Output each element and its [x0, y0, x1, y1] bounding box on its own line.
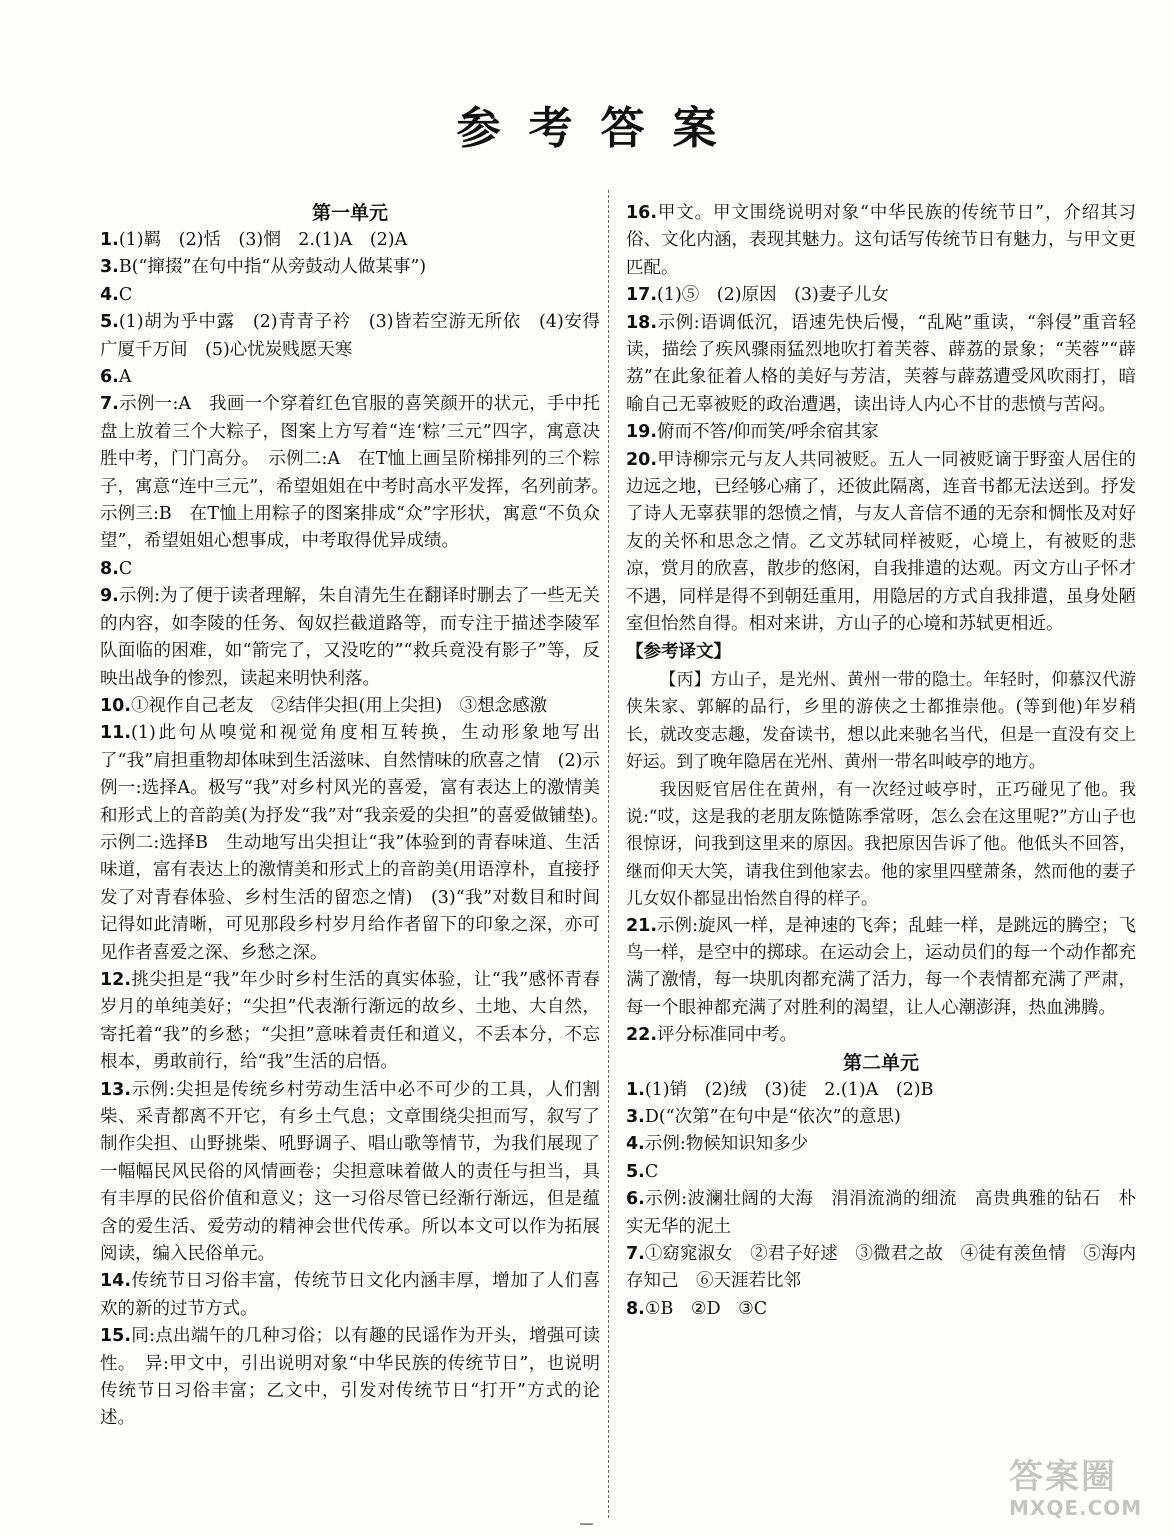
right-answer-list — [626, 200, 1136, 639]
answer-text: ①B ②D ③C — [644, 1298, 768, 1319]
answer-text: (1)⑤ (2)原因 (3)妻子儿女 — [657, 285, 889, 306]
answer-number: 7. — [626, 1244, 645, 1265]
answer-text: A — [118, 367, 132, 388]
answer-item — [626, 913, 1136, 1023]
left-answer-list — [100, 227, 618, 1433]
answer-text: 示例:旋风一样，是神速的飞奔；乱蛙一样，是跳远的腾空；飞鸟一样，是空中的掷球。在运动会上，运动员们的每一个动作都充满了激情，每一块肌肉都充满了活力，每一个表情都充满了严肃，每一个眼神都充满了对胜利的渴望，让人心潮澎湃，热血沸腾。 — [626, 915, 1136, 1018]
answer-item — [626, 1131, 1136, 1158]
answer-number: 19. — [626, 422, 658, 443]
answer-number: 21. — [626, 915, 658, 936]
answer-text: ①窈窕淑女 ②君子好逑 ③微君之故 ④徒有羡鱼情 ⑤海内存知己 ⑥天涯若比邻 — [626, 1244, 1136, 1292]
answer-text: (1)胡为乎中露 (2)青青子衿 (3)皆若空游无所依 (4)安得广厦千万间 (5)心忧炭贱愿天寒 — [100, 312, 600, 360]
column-divider — [608, 190, 609, 1518]
answer-text: 示例一:A 我画一个穿着红色官服的喜笑颜开的状元，手中托盘上放着三个大粽子，图案上方写着“连‘粽’三元”四字，寓意决胜中考，门门高分。 示例二:A 在T恤上画呈阶梯排列的三个粽子，寓意“连中三元”，希望姐姐在中考时高水平发挥，名列前茅。 示例三:B 在T恤上用粽子的图案排成“众”字形状，寓意“不负众望”，希望姐姐心想事成，中考取得优异成绩。 — [100, 394, 618, 552]
answer-number: 5. — [626, 1161, 645, 1182]
answer-item — [626, 282, 1136, 309]
right-answer-list-continued — [626, 913, 1136, 1050]
watermark-text: 答案圈 — [1009, 1457, 1117, 1497]
answer-text: 俯而不答/仰而笑/呼余宿其家 — [657, 422, 879, 443]
answer-item — [626, 1296, 1136, 1323]
left-column — [100, 200, 618, 1433]
answer-item — [100, 364, 600, 391]
answer-text: 甲文。甲文围绕说明对象“中华民族的传统节日”，介绍其习俗、文化内涵，表现其魅力。这句话写传统节日有魅力，与甲文更匹配。 — [626, 203, 1136, 278]
answer-number: 20. — [626, 449, 658, 470]
answer-item — [626, 1186, 1136, 1241]
answer-number: 6. — [626, 1189, 645, 1210]
answer-text: 示例:波澜壮阔的大海 涓涓流淌的细流 高贵典雅的钻石 朴实无华的泥土 — [626, 1189, 1136, 1237]
answer-text: 示例:语调低沉，语速先快后慢，“乱飐”重读，“斜侵”重音轻读，描绘了疾风骤雨猛烈地吹打着芙蓉、薜荔的景象；“芙蓉”“薜荔”在此象征着人格的美好与芳洁，芙蓉与薜荔遭受风吹雨打，暗喻自己无辜被贬的政治遭遇，读出诗人内心不甘的悲愤与苦闷。 — [626, 312, 1136, 415]
answer-item — [100, 254, 600, 281]
answer-number: 3. — [626, 1107, 645, 1127]
reference-translation-label: 【参考译文】 — [626, 641, 731, 662]
answer-item — [100, 693, 600, 720]
translation-paragraph-1: 【丙】方山子，是光州、黄州一带的隐士。年轻时，仰慕汉代游侠朱家、郭解的品行，乡里的游侠之士都推崇他。(等到他)年岁稍长，就改变志趣，发奋读书，想以此来驰名当代，但是一直没有交上好运。到了晚年隐居在光州、黄州一带名叫岐亭的地方。 — [626, 668, 1136, 772]
answer-item — [100, 309, 600, 364]
answer-item — [100, 391, 618, 555]
answer-number: 18. — [626, 312, 658, 333]
answer-item — [626, 1022, 1136, 1049]
page-number: — — [579, 1516, 594, 1532]
answer-number: 15. — [100, 1326, 132, 1347]
answer-text: B(“撺掇”在句中指“从旁鼓动人做某事”) — [118, 257, 427, 278]
answer-text: (1)羁 (2)恬 (3)惘 2.(1)A (2)A — [118, 230, 408, 250]
answer-item — [100, 720, 618, 967]
answer-number: 4. — [626, 1134, 645, 1155]
answer-text: C — [644, 1161, 659, 1182]
answer-item — [100, 583, 600, 693]
answer-number: 9. — [100, 586, 119, 607]
answer-item — [626, 447, 1136, 639]
answer-text: C — [118, 284, 133, 305]
answer-text: (1)此句从嗅觉和视觉角度相互转换，生动形象地写出了“我”肩担重物却体味到生活滋味、自然情味的欣喜之情 (2)示例一:选择A。极写“我”对乡村风光的喜爱，富有表达上的激情美和形式上的音韵美(为抒发“我”对“我亲爱的尖担”的喜爱做铺垫)。 示例二:选择B 生动地写出尖担让“我”体验到的青春味道、生活味道，富有表达上的激情美和形式上的音韵美(用语淳朴，直接抒发了对青春体验、乡村生活的留恋之情) (3)“我”对数目和时间记得如此清晰，可见那段乡村岁月给作者留下的印象之深，亦可见作者喜爱之深、乡愁之深。 — [100, 723, 618, 963]
answer-number: 17. — [626, 285, 658, 306]
answer-item — [100, 1323, 600, 1433]
answer-item — [626, 419, 1136, 446]
answer-item — [100, 1268, 600, 1323]
answer-text: 传统节日习俗丰富，传统节日文化内涵丰厚，增加了人们喜欢的新的过节方式。 — [100, 1271, 600, 1319]
answer-number: 7. — [100, 394, 119, 415]
answer-number: 14. — [100, 1271, 132, 1292]
answer-number: 13. — [100, 1079, 132, 1100]
answer-number: 10. — [100, 695, 132, 716]
right-column — [626, 200, 1136, 1323]
answer-number: 8. — [100, 558, 119, 579]
answer-text: 示例:尖担是传统乡村劳动生活中必不可少的工具，人们割柴、采青都离不开它，有乡土气息；文章围绕尖担而写，叙写了制作尖担、山野挑柴、吼野调子、唱山歌等情节，为我们展现了一幅幅民风民俗的风情画卷；尖担意味着做人的责任与担当，具有丰厚的民俗价值和意义；这一习俗尽管已经渐行渐远，但是蕴含的爱生活、爱劳动的精神会世代传承。所以本文可以作为拓展阅读，编入民俗单元。 — [100, 1079, 600, 1265]
answer-number: 3. — [100, 257, 119, 278]
answer-text: (1)销 (2)绒 (3)徒 2.(1)A (2)B — [644, 1079, 934, 1100]
answer-item — [100, 227, 600, 254]
watermark-url: MXQE.COM — [1009, 1496, 1143, 1520]
translation-paragraph-2: 我因贬官居住在黄州，有一次经过岐亭时，正巧碰见了他。我说:“哎，这是我的老朋友陈慥陈季常呀，怎么会在这里呢?”方山子也很惊讶，问我到这里来的原因。我把原因告诉了他。他低头不回答，继而仰天大笑，请我住到他家去。他的家里四壁萧条，然而他的妻子儿女奴仆都显出怡然自得的样子。 — [626, 778, 1136, 909]
answer-item — [626, 1159, 1136, 1186]
unit-heading-1: 第一单元 — [311, 202, 388, 224]
unit2-answer-list — [626, 1077, 1136, 1324]
answer-number: 1. — [100, 230, 119, 250]
answer-text: 同:点出端午的几种习俗；以有趣的民谣作为开头，增强可读性。 异:甲文中，引出说明对象“中华民族的传统节日”，也说明传统节日习俗丰富；乙文中，引发对传统节日“打开”方式的论述。 — [100, 1326, 600, 1429]
answer-item — [626, 200, 1136, 282]
answer-number: 8. — [626, 1298, 645, 1319]
answer-number: 16. — [626, 203, 658, 223]
answer-text: 评分标准同中考。 — [657, 1025, 798, 1046]
answer-text: ①视作自己老友 ②结伴尖担(用上尖担) ③想念感激 — [131, 695, 548, 716]
answer-text: 示例:物候知识知多少 — [644, 1134, 809, 1155]
answer-number: 4. — [100, 284, 119, 305]
answer-item — [626, 1241, 1136, 1296]
answer-item — [100, 556, 600, 583]
unit-heading-2: 第二单元 — [842, 1051, 919, 1074]
answer-text: D(“次第”在句中是“依次”的意思) — [644, 1107, 901, 1127]
answer-number: 11. — [100, 723, 132, 744]
answer-number: 6. — [100, 367, 119, 388]
answer-item — [100, 967, 600, 1077]
answer-number: 12. — [100, 969, 132, 990]
answer-item — [100, 1077, 600, 1269]
answer-item — [100, 282, 600, 309]
answer-text: 挑尖担是“我”年少时乡村生活的真实体验，让“我”感怀青春岁月的单纯美好；“尖担”代表渐行渐远的故乡、土地、大自然，寄托着“我”的乡愁；“尖担”意味着责任和道义，不丢本分，不忘根本，勇敢前行，给“我”生活的启悟。 — [100, 969, 600, 1073]
answer-item — [626, 310, 1136, 420]
answer-item — [626, 1104, 1136, 1131]
answer-text: 甲诗柳宗元与友人共同被贬。五人一同被贬谪于野蛮人居住的边远之地，已经够心痛了，还彼此隔离，连音书都无法送到。抒发了诗人无辜获罪的怨愤之情，与友人音信不通的无奈和惆怅及对好友的关怀和思念之情。乙文苏轼同样被贬，心境上，有被贬的悲凉，赏月的欣喜，散步的悠闲，自我排遣的达观。丙文方山子怀才不遇，同样是得不到朝廷重用，用隐居的方式自我排遣，虽身处陋室但怡然自得。相对来讲，方山子的心境和苏轼更相近。 — [626, 449, 1136, 635]
watermark-logo — [1009, 1458, 1159, 1528]
answer-number: 1. — [626, 1079, 645, 1100]
answer-text: 示例:为了便于读者理解，朱自清先生在翻译时删去了一些无关的内容，如李陵的任务、匈奴拦截道路等，而专注于描述李陵军队面临的困难，如“箭完了，又没吃的”“救兵竟没有影子”等，反映出战争的惨烈，读起来明快利落。 — [100, 586, 600, 689]
answer-item — [626, 1077, 1136, 1104]
answer-number: 22. — [626, 1025, 658, 1046]
answer-text: C — [118, 558, 133, 579]
page-title: 参考答案 — [456, 103, 745, 154]
answer-number: 5. — [100, 312, 119, 333]
